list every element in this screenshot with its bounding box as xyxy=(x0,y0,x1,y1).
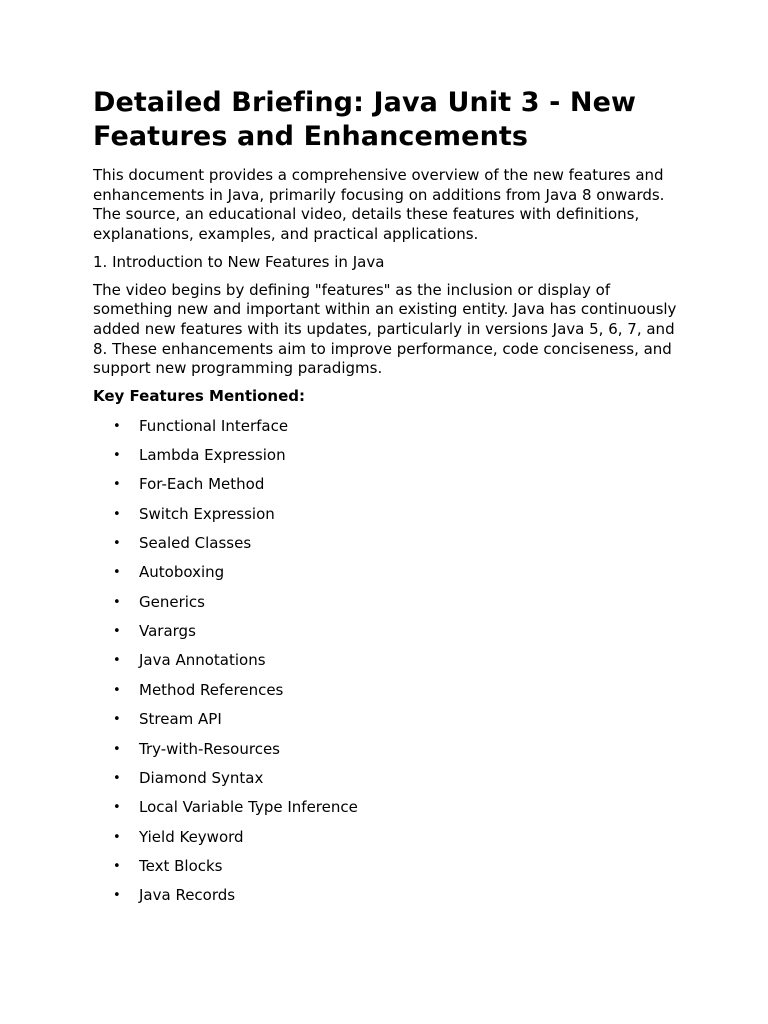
list-item-label: Lambda Expression xyxy=(139,446,286,465)
list-item-label: Text Blocks xyxy=(139,856,223,875)
list-item-label: Java Annotations xyxy=(139,651,266,670)
bullet-icon: • xyxy=(113,800,121,816)
list-item xyxy=(93,740,683,760)
bullet-icon: • xyxy=(113,565,121,581)
key-features-heading: Key Features Mentioned: xyxy=(93,387,306,406)
list-item-label: Sealed Classes xyxy=(139,534,252,553)
bullet-icon: • xyxy=(113,448,121,464)
bullet-icon: • xyxy=(113,624,121,640)
list-item-label: Varargs xyxy=(139,622,196,641)
list-item-label: Method References xyxy=(139,680,284,699)
list-item-label: Autoboxing xyxy=(139,563,225,582)
section-heading: 1. Introduction to New Features in Java xyxy=(93,252,385,271)
list-item xyxy=(93,622,683,642)
intro-paragraph: This document provides a comprehensive overview of the new features and enhancements in Java, primarily focusing on additions from Java 8 onwards. The source, an educational video, details these features with definitions, explanations, examples, and practical applications. xyxy=(93,166,665,244)
bullet-icon: • xyxy=(113,858,121,874)
list-item xyxy=(93,446,683,466)
list-item-label: Local Variable Type Inference xyxy=(139,798,358,817)
list-item xyxy=(93,505,683,525)
bullet-icon: • xyxy=(113,477,121,493)
list-item-label: Stream API xyxy=(139,710,222,729)
bullet-icon: • xyxy=(113,741,121,757)
list-item-label: Generics xyxy=(139,592,205,611)
list-item xyxy=(93,798,683,818)
list-item xyxy=(93,593,683,613)
list-item xyxy=(93,886,683,906)
bullet-icon: • xyxy=(113,888,121,904)
list-item xyxy=(93,475,683,495)
list-item xyxy=(93,563,683,583)
list-item xyxy=(93,857,683,877)
bullet-icon: • xyxy=(113,712,121,728)
bullet-icon: • xyxy=(113,594,121,610)
list-item xyxy=(93,534,683,554)
list-item xyxy=(93,710,683,730)
bullet-icon: • xyxy=(113,506,121,522)
bullet-icon: • xyxy=(113,418,121,434)
list-item xyxy=(93,769,683,789)
bullet-icon: • xyxy=(113,536,121,552)
document-page xyxy=(93,86,683,916)
list-item-label: Functional Interface xyxy=(139,416,289,435)
bullet-icon: • xyxy=(113,770,121,786)
key-features-list xyxy=(93,417,683,906)
list-item xyxy=(93,681,683,701)
list-item xyxy=(93,417,683,437)
list-item-label: For-Each Method xyxy=(139,475,265,494)
section-body-paragraph: The video begins by defining "features" as the inclusion or display of something new and important within an existing entity. Java has continuously added new features with its updates, particularly in versions Java 5, 6, 7, and 8. These enhancements aim to improve performance, code conciseness, and support new programming paradigms. xyxy=(93,280,677,378)
list-item-label: Try-with-Resources xyxy=(139,739,280,758)
list-item xyxy=(93,828,683,848)
bullet-icon: • xyxy=(113,653,121,669)
list-item-label: Switch Expression xyxy=(139,504,275,523)
bullet-icon: • xyxy=(113,829,121,845)
list-item-label: Java Records xyxy=(139,886,236,905)
list-item-label: Yield Keyword xyxy=(139,827,244,846)
list-item-label: Diamond Syntax xyxy=(139,768,264,787)
list-item xyxy=(93,651,683,671)
bullet-icon: • xyxy=(113,682,121,698)
document-title: Detailed Briefing: Java Unit 3 - New Features and Enhancements xyxy=(93,87,637,152)
